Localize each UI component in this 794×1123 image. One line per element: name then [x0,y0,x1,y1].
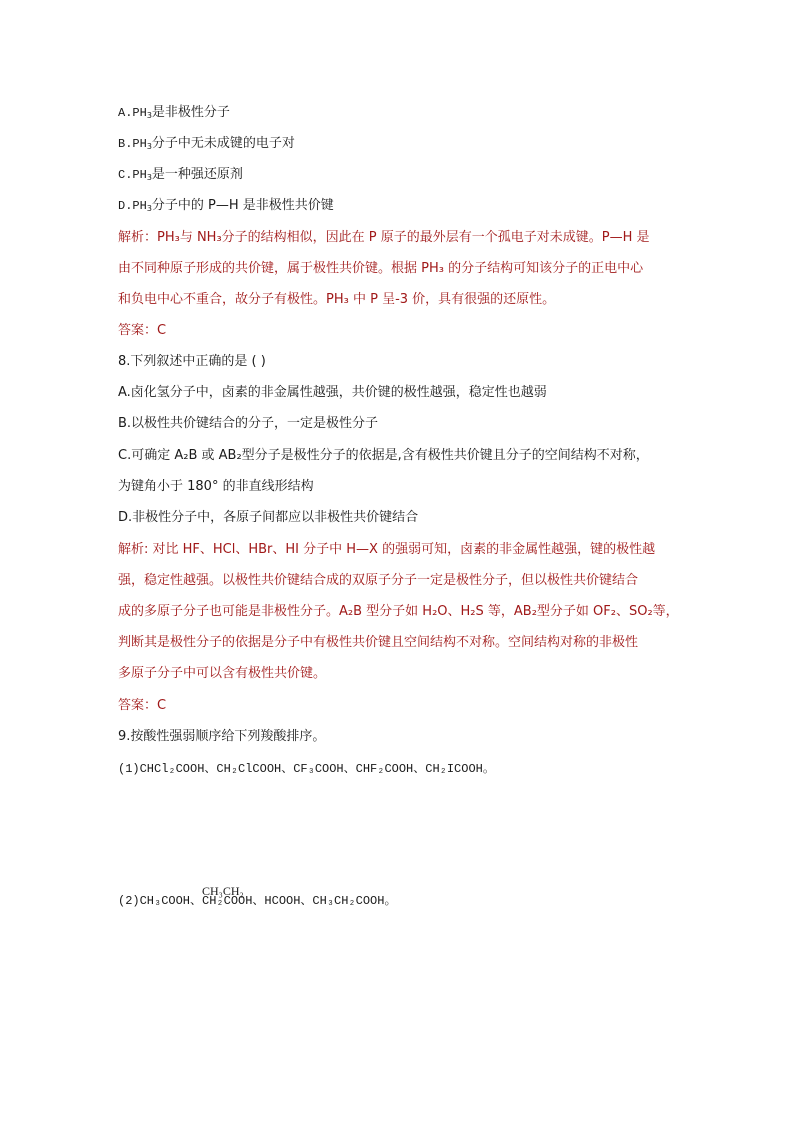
analysis-8-line-2: 强，稳定性越强。以极性共价键结合成的双原子分子一定是极性分子，但以极性共价键结合 [118,573,639,588]
question-8-option-c-line-2: 为键角小于 180° 的非直线形结构 [118,479,314,494]
option-d-text: 分子中的 P—H 是非极性共价键 [151,198,334,213]
analysis-7-line-3: 和负电中心不重合，故分子有极性。PH₃ 中 P 呈-3 价，具有很强的还原性。 [118,292,556,307]
question-8-option-c-line-1: C.可确定 A₂B 或 AB₂型分子是极性分子的依据是,含有极性共价键且分子的空间结构不对称， [118,448,649,463]
question-9-part-2 [118,892,396,910]
option-d-sub: 3 [146,204,152,213]
answer-8: 答案：C [118,698,167,713]
option-c-prefix: C.PH [118,168,147,182]
option-c-text: 是一种强还原剂 [151,167,243,182]
option-c-q7 [118,166,243,184]
question-9-part-2-prefix: (2)CH₃COOH、 [118,894,203,908]
option-d-q7 [118,197,334,215]
option-a-sub: 3 [146,111,152,120]
option-b-text: 分子中无未成键的电子对 [151,136,295,151]
question-8-option-a: A.卤化氢分子中，卤素的非金属性越强，共价键的极性越强，稳定性也越弱 [118,385,547,400]
analysis-8-line-5: 多原子分子中可以含有极性共价键。 [118,666,327,681]
option-a-text: 是非极性分子 [151,105,230,120]
option-b-prefix: B.PH [118,137,147,151]
option-b-sub: 3 [146,142,152,151]
option-a-q7 [118,104,230,122]
question-8-option-b: B.以极性共价键结合的分子，一定是极性分子 [118,416,379,431]
analysis-8-line-3: 成的多原子分子也可能是非极性分子。A₂B 型分子如 H₂O、H₂S 等，AB₂型分子如 OF₂、SO₂等， [118,604,679,619]
analysis-8-line-4: 判断其是极性分子的依据是分子中有极性共价键且空间结构不对称。空间结构对称的非极性 [118,635,639,650]
answer-7: 答案：C [118,323,167,338]
question-9-stem: 9.按酸性强弱顺序给下列羧酸排序。 [118,729,326,744]
analysis-7-line-1: 解析：PH₃与 NH₃分子的结构相似，因此在 P 原子的最外层有一个孤电子对未成键。P—H 是 [118,230,650,245]
option-b-q7 [118,135,295,153]
question-9-part-2-rest: CH₂COOH、HCOOH、CH₃CH₂COOH。 [202,894,397,908]
question-9-part-2-substituent: CH₃CH₂ [202,884,244,898]
option-a-prefix: A.PH [118,106,147,120]
analysis-7-line-2: 由不同种原子形成的共价键，属于极性共价键。根据 PH₃ 的分子结构可知该分子的正电中心 [118,261,644,276]
question-9-part-1: (1)CHCl₂COOH、CH₂ClCOOH、CF₃COOH、CHF₂COOH、CH₂ICOOH。 [118,762,495,776]
analysis-8-line-1: 解析: 对比 HF、HCl、HBr、HI 分子中 H—X 的强弱可知，卤素的非金属性越强，键的极性越 [118,542,656,557]
option-d-prefix: D.PH [118,199,147,213]
option-c-sub: 3 [146,173,152,182]
question-8-option-d: D.非极性分子中，各原子间都应以非极性共价键结合 [118,510,419,525]
question-8-stem: 8.下列叙述中正确的是 ( ) [118,354,266,369]
